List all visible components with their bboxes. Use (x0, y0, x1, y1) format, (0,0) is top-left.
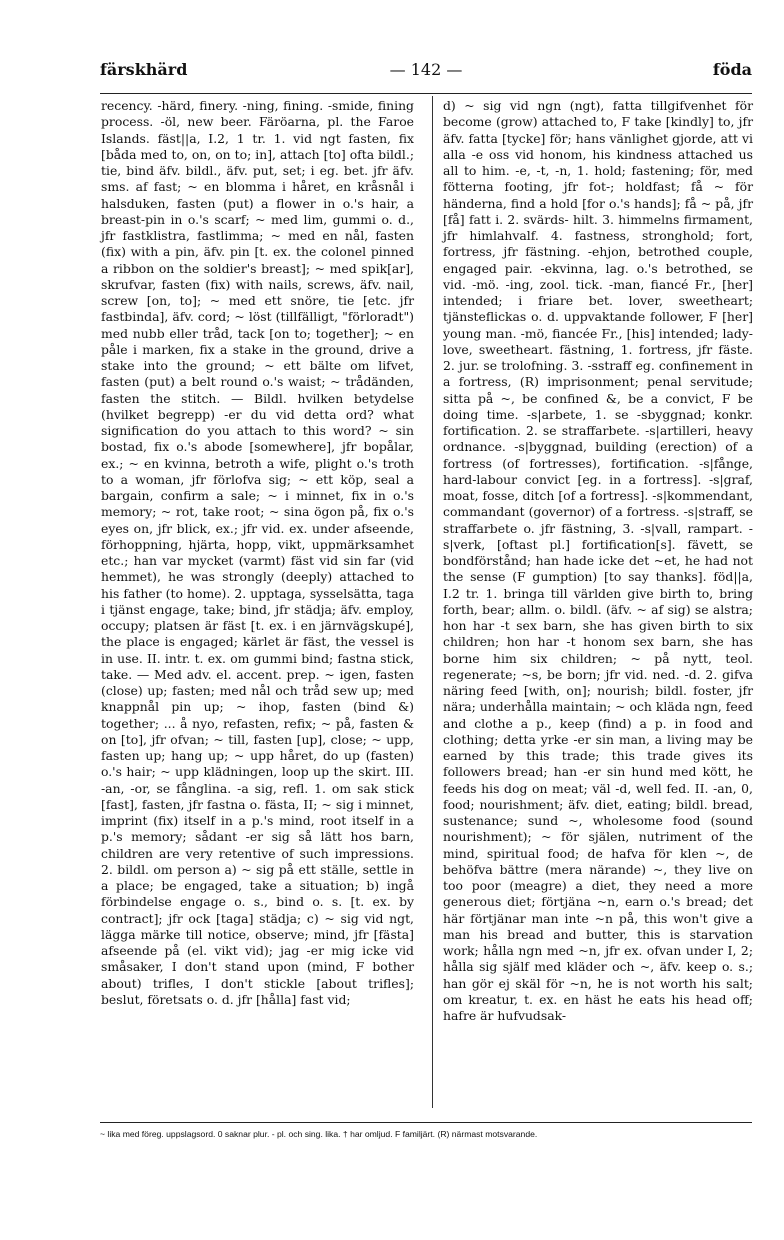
page-number: — 142 — (389, 60, 463, 79)
left-running-headword: färskhärd (100, 60, 188, 79)
left-column-text: recency. -härd, finery. -ning, fining. -smide, fining process. -öl, new beer. Färöarna, pl. the Faroe Islands. fäst||a, I.2, 1 tr. 1. vid ngt fasten, fix [båda med to, on, on to; in], attach [to] ofta bildl.; tie, bind äfv. bildl., äfv. put, set; i eg. bet. jfr äfv. sms. af fast; ~ en blomma i håret, en kråsnål i halsduken, fasten (put) a flower in o.'s hair, a breast-pin in o.'s scarf; ~ med lim, gummi o. d., jfr fastklistra, fastlimma; ~ med en nål, fasten (fix) with a pin, äfv. pin [t. ex. the colonel pinned a ribbon on the soldier's breast]; ~ med spik[ar], skrufvar, fasten (fix) with nails, screws, äfv. nail, screw [on, to]; ~ med ett snöre, tie [etc. jfr fastbinda], äfv. cord; ~ löst (tillfälligt, "förloradt") med nubb eller tråd, tack [on to; together]; ~ en påle i marken, fix a stake in the ground, drive a stake into the ground; ~ ett bälte om lifvet, fasten (put) a belt round o.'s waist; ~ trådänden, fasten the stitch. — Bildl. hvilken betydelse (hvilket begrepp) -er du vid detta ord? what signification do you attach to this word? ~ sin bostad, fix o.'s abode [somewhere], jfr bopålar, ex.; ~ en kvinna, betroth a wife, plight o.'s troth to a woman, jfr förlofva sig; ~ ett köp, seal a bargain, confirm a sale; ~ i minnet, fix in o.'s memory; ~ rot, take root; ~ sina ögon på, fix o.'s eyes on, jfr blick, ex.; jfr vid. ex. under afseende, förhoppning, hjärta, hopp, vikt, uppmärksamhet etc.; han var mycket (varmt) fäst vid sin far (vid hemmet), he was strongly (deeply) attached to his father (to home). 2. upptaga, sysselsätta, taga i tjänst engage, take; bind, jfr städja; äfv. employ, occupy; platsen är fäst [t. ex. i en järnvägskupé], the place is engaged; kärlet är fäst, the vessel is in use. II. intr. t. ex. om gummi bind; fastna stick, take. — Med adv. el. accent. prep. ~ igen, fasten (close) up; fasten; med nål och tråd sew up; med knappnål pin up; ~ ihop, fasten (bind &) together; ... å nyo, refasten, refix; ~ på, fasten & on [to], jfr ofvan; ~ till, fasten [up], close; ~ upp, fasten up; hang up; ~ upp håret, do up (fasten) o.'s hair; ~ upp klädningen, loop up the skirt. III. -an, -or, se fånglina. -a sig, refl. 1. om sak stick [fast], fasten, jfr fastna o. fästa, II; ~ sig i minnet, imprint (fix) itself in a p.'s mind, root itself in a p.'s memory; sådant -er sig så lätt hos barn, children are very retentive of such impressions. 2. bildl. om person a) ~ sig på ett ställe, settle in a place; be engaged, take a situation; b) ingå förbindelse engage o. s., bind o. s. [t. ex. by contract]; jfr ock [taga] städja; c) ~ sig vid ngt, lägga märke till notice, observe; mind, jfr [fästa] afseende på (el. vikt vid); jag -er mig icke vid småsaker, I don't stand upon (mind, F bother about) trifles, I don't stickle [about trifles]; beslut, företsats o. d. jfr [hålla] fast vid; (101, 98, 414, 1007)
abbreviation-footnote: ~ lika med föreg. uppslagsord. 0 saknar plur. - pl. och sing. lika. † har omljud. F familjärt. (R) närmast motsvarande. (100, 1129, 538, 1139)
right-dictionary-column (443, 98, 753, 1024)
footnote-rule (100, 1122, 752, 1123)
right-column-text: d) ~ sig vid ngn (ngt), fatta tillgifvenhet för become (grow) attached to, F take [kindly] to, jfr äfv. fatta [tycke] för; hans vänlighet gjorde, att vi alla -e oss vid honom, his kindness attached us all to him. -e, -t, -n, 1. hold; fastening; för, med fötterna footing, jfr fot-; holdfast; få ~ för händerna, find a hold [for o.'s hands]; få ~ på, jfr [få] fatt i. 2. svärds- hilt. 3. himmelns firmament, jfr himlahvalf. 4. fastness, stronghold; fort, fortress, jfr fästning. -ehjon, betrothed couple, engaged pair. -ekvinna, lag. o.'s betrothed, se vid. -mö. -ing, zool. tick. -man, fiancé Fr., [her] intended; i friare bet. lover, sweetheart; tjänsteflickas o. d. uppvaktande follower, F [her] young man. -mö, fiancée Fr., [his] intended; lady-love, sweetheart. fästning, 1. fortress, jfr fäste. 2. jur. se trolofning. 3. -sstraff eg. confinement in a fortress, (R) imprisonment; penal servitude; sitta på ~, be confined &, be a convict, F be doing time. -s|arbete, 1. se -sbyggnad; konkr. fortification. 2. se straffarbete. -s|artilleri, heavy ordnance. -s|byggnad, building (erection) of a fortress (of fortresses), fortification. -s|fånge, hard-labour convict [eg. in a fortress]. -s|graf, moat, fosse, ditch [of a fortress]. -s|kommendant, commandant (governor) of a fortress. -s|straff, se straffarbete o. jfr fästning, 3. -s|vall, rampart. -s|verk, [oftast pl.] fortification[s]. fävett, se bondförstånd; han hade icke det ~et, he had not the sense (F gumption) [to say thanks]. föd||a, I.2 tr. 1. bringa till världen give birth to, bring forth, bear; allm. o. bildl. (äfv. ~ af sig) se alstra; hon har -t sex barn, she has given birth to six children; hon har -t honom sex barn, she has borne him six children; ~ på nytt, teol. regenerate; ~s, be born; jfr vid. ned. -d. 2. gifva näring feed [with, on]; nourish; bildl. foster, jfr nära; underhålla maintain; ~ och kläda ngn, feed and clothe a p., keep (find) a p. in food and clothing; detta yrke -er sin man, a living may be earned by this trade; this trade gives its followers bread; han -er sin hund med kött, he feeds his dog on meat; väl -d, well fed. II. -an, 0, food; nourishment; äfv. diet, eating; bildl. bread, sustenance; sund ~, wholesome food (sound nourishment); ~ för själen, nutriment of the mind, spiritual food; de hafva för klen ~, de behöfva bättre (mera närande) ~, they live on too poor (meagre) a diet, they need a more generous diet; förtjäna ~n, earn o.'s bread; det här förtjänar man inte ~n på, this won't give a man his bread and butter, this is starvation work; hålla ngn med ~n, jfr ex. ofvan under I, 2; hålla sig själf med kläder och ~, äfv. keep o. s.; han gör ej skäl för ~n, he is not worth his salt; om kreatur, t. ex. en häst he eats his head off; hafre är hufvudsak- (443, 98, 753, 1023)
column-divider (432, 96, 433, 1108)
right-running-headword: föda (712, 60, 752, 79)
left-dictionary-column (101, 98, 414, 1008)
header-rule (100, 93, 752, 94)
page-header (100, 60, 752, 88)
